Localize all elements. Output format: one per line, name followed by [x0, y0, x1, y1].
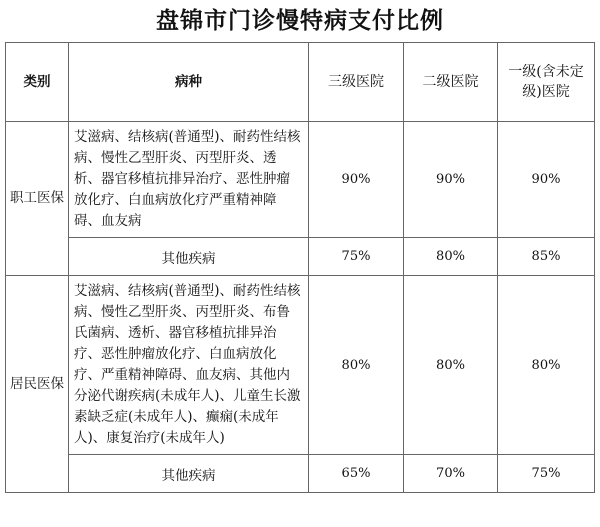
other-rate-resident-level1: 75% [498, 455, 595, 493]
table-row [6, 122, 595, 238]
other-rate-employee-level2: 80% [404, 238, 498, 276]
rate-employee-level1: 90% [498, 122, 595, 238]
other-rate-resident-level3: 65% [309, 455, 404, 493]
payment-ratio-table [5, 42, 595, 493]
document-title: 盘锦市门诊慢特病支付比例 [156, 7, 444, 34]
other-rate-resident-level2: 70% [404, 455, 498, 493]
disease-list-resident: 艾滋病、结核病(普通型)、耐药性结核病、慢性乙型肝炎、丙型肝炎、布鲁氏菌病、透析、器官移植抗排异治疗、恶性肿瘤放化疗、白血病放化疗、严重精神障碍、血友病、其他内分泌代谢疾病(未成年人)、儿童生长激素缺乏症(未成年人)、癫痫(未成年人)、康复治疗(未成年人) [69, 276, 309, 455]
header-level3-hospital: 三级医院 [309, 43, 404, 122]
table-header-row [6, 43, 595, 122]
rate-employee-level3: 90% [309, 122, 404, 238]
other-disease-employee: 其他疾病 [69, 238, 309, 276]
table-row [6, 276, 595, 455]
rate-employee-level2: 90% [404, 122, 498, 238]
other-rate-employee-level1: 85% [498, 238, 595, 276]
rate-resident-level3: 80% [309, 276, 404, 455]
category-employee-insurance: 职工医保 [6, 122, 69, 276]
category-resident-insurance: 居民医保 [6, 276, 69, 493]
other-rate-employee-level3: 75% [309, 238, 404, 276]
disease-list-employee: 艾滋病、结核病(普通型)、耐药性结核病、慢性乙型肝炎、丙型肝炎、透析、器官移植抗排异治疗、恶性肿瘤放化疗、白血病放化疗严重精神障碍、血友病 [69, 122, 309, 238]
header-level1-hospital: 一级(含未定级)医院 [498, 43, 595, 122]
other-disease-resident: 其他疾病 [69, 455, 309, 493]
table-row [6, 455, 595, 493]
table-row [6, 238, 595, 276]
header-category: 类别 [6, 43, 69, 122]
rate-resident-level2: 80% [404, 276, 498, 455]
header-disease: 病种 [69, 43, 309, 122]
rate-resident-level1: 80% [498, 276, 595, 455]
header-level2-hospital: 二级医院 [404, 43, 498, 122]
